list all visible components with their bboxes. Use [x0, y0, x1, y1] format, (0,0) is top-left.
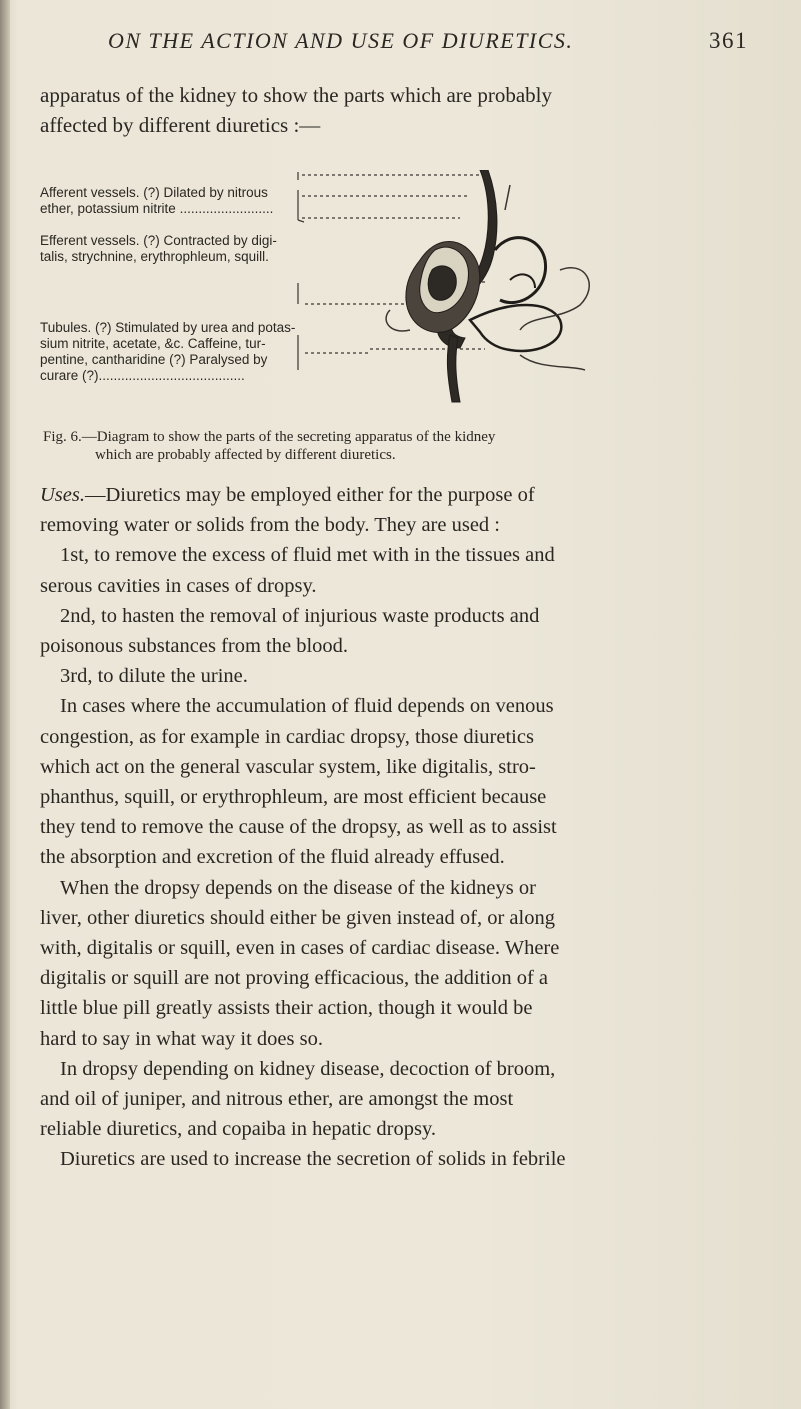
text-line: they tend to remove the cause of the dropsy, as well as to assist: [40, 816, 557, 839]
text-line: poisonous substances from the blood.: [40, 635, 349, 658]
text-line: Diuretics are used to increase the secretion of solids in febrile: [60, 1148, 566, 1171]
label-line: Tubules. (?) Stimulated by urea and potas-: [40, 320, 296, 335]
text-line: 1st, to remove the excess of fluid met with in the tissues and: [60, 544, 555, 567]
text-line: and oil of juniper, and nitrous ether, are amongst the most: [40, 1088, 514, 1111]
text-line: liver, other diuretics should either be given instead of, or along: [40, 906, 555, 929]
page-number: 361: [709, 28, 748, 53]
figure-caption: [40, 428, 760, 464]
text-line: reliable diuretics, and copaiba in hepatic dropsy.: [40, 1118, 436, 1141]
text-line: the absorption and excretion of the fluid already effused.: [40, 846, 505, 869]
efferent-vessels-label: [40, 233, 277, 265]
label-line: sium nitrite, acetate, &c. Caffeine, tur-: [40, 336, 266, 351]
text-line: serous cavities in cases of dropsy.: [40, 574, 317, 597]
text-line: In cases where the accumulation of fluid depends on venous: [60, 695, 554, 718]
text-line: [40, 480, 740, 510]
label-line: Afferent vessels. (?) Dilated by nitrous: [40, 185, 268, 200]
text-line: In dropsy depending on kidney disease, decoction of broom,: [60, 1057, 556, 1080]
kidney-diagram-figure: [40, 170, 760, 410]
text-line: 2nd, to hasten the removal of injurious waste products and: [60, 604, 540, 627]
text-line: which act on the general vascular system, like digitalis, stro-: [40, 755, 536, 778]
section-heading: Uses.: [40, 484, 85, 506]
caption-line: which are probably affected by different diuretics.: [95, 447, 396, 463]
tubules-label: [40, 320, 295, 384]
label-line: pentine, cantharidine (?) Paralysed by: [40, 352, 268, 367]
text-span: —Diuretics may be employed either for the purpose of: [84, 484, 535, 506]
text-line: little blue pill greatly assists their action, though it would be: [40, 997, 533, 1020]
label-line: ether, potassium nitrite .........................: [40, 201, 274, 216]
running-head: [108, 28, 748, 58]
running-title: ON THE ACTION AND USE OF DIURETICS.: [108, 28, 574, 53]
text-line: digitalis or squill are not proving efficacious, the addition of a: [40, 967, 549, 990]
afferent-vessels-label: [40, 185, 273, 217]
text-line: phanthus, squill, or erythrophleum, are most efficient because: [40, 786, 547, 809]
text-line: removing water or solids from the body. They are used :: [40, 514, 500, 537]
text-line: congestion, as for example in cardiac dropsy, those diuretics: [40, 725, 534, 748]
intro-paragraph: [40, 80, 740, 140]
text-line: with, digitalis or squill, even in cases of cardiac disease. Where: [40, 937, 560, 960]
text-line: 3rd, to dilute the urine.: [60, 665, 248, 688]
text-line: hard to say in what way it does so.: [40, 1027, 323, 1050]
text-line: affected by different diuretics :—: [40, 113, 321, 137]
caption-line: Fig. 6.—Diagram to show the parts of the secreting apparatus of the kidney: [43, 429, 496, 445]
label-line: talis, strychnine, erythrophleum, squill.: [40, 249, 269, 264]
uses-section: [40, 480, 740, 1175]
label-line: curare (?).......................................: [40, 368, 245, 383]
page-gutter-shadow: [0, 0, 10, 1409]
label-line: Efferent vessels. (?) Contracted by digi-: [40, 233, 277, 248]
text-line: When the dropsy depends on the disease of the kidneys or: [60, 876, 536, 899]
text-line: apparatus of the kidney to show the parts which are probably: [40, 83, 553, 107]
